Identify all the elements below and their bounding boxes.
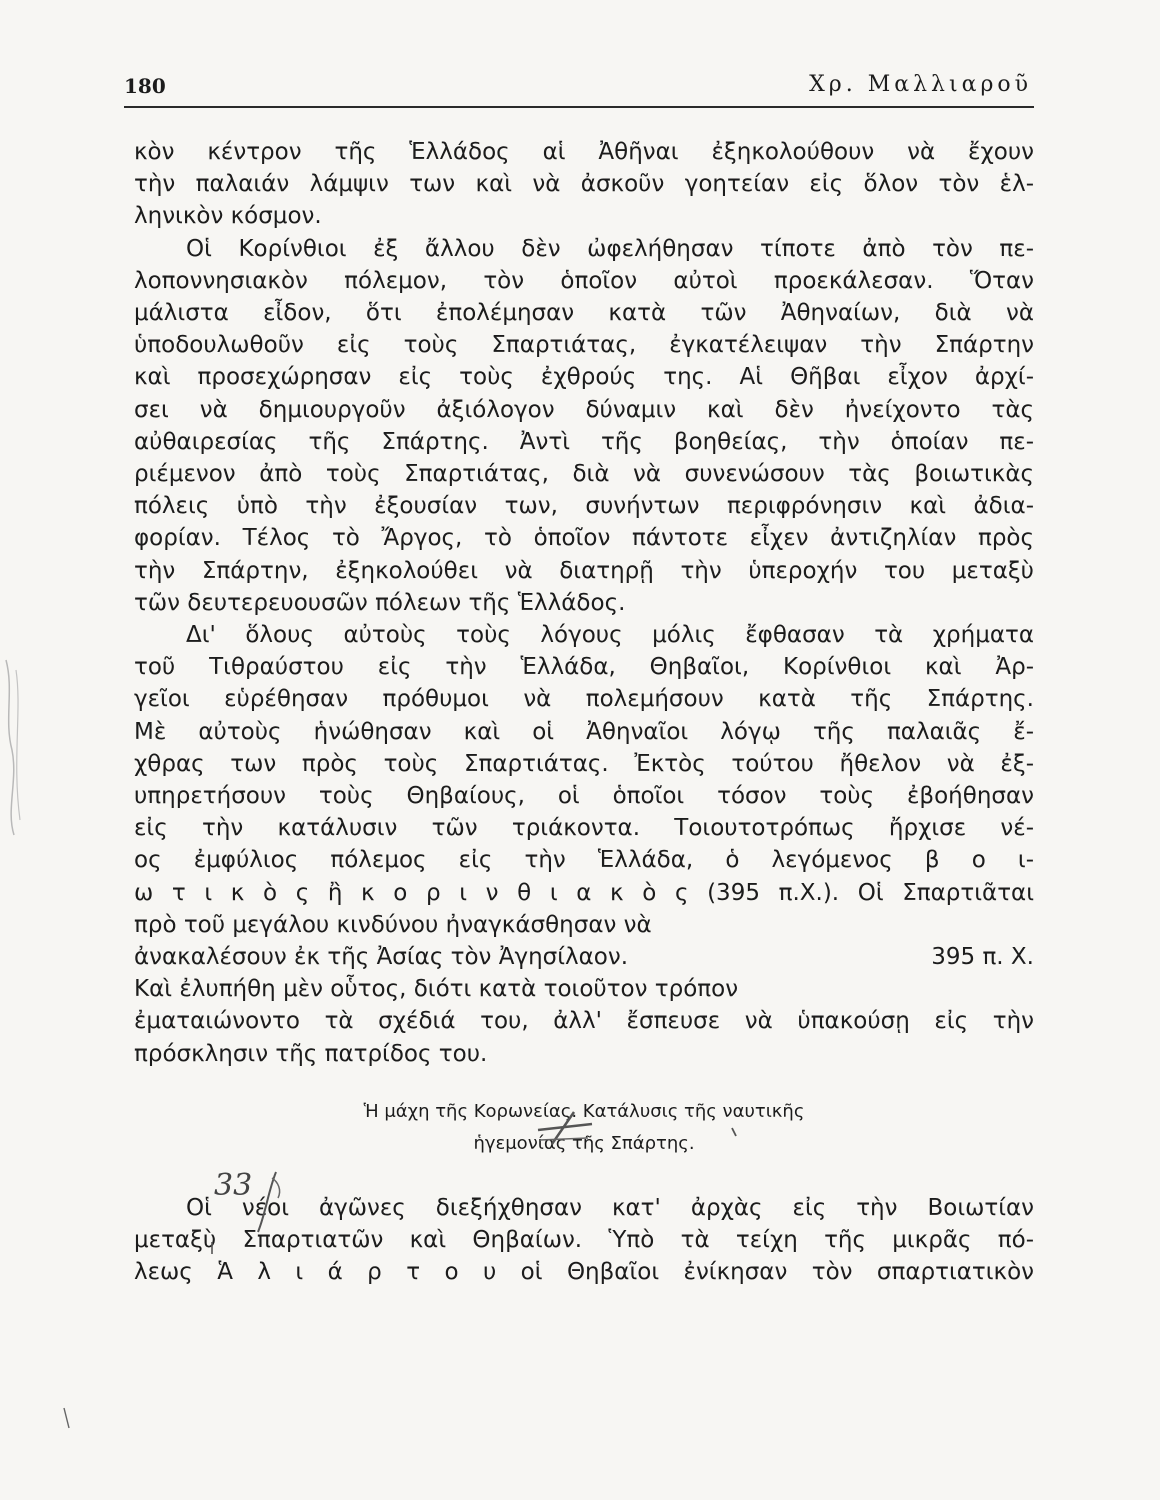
text-line: κὸν κέντρον τῆς Ἑλλάδος αἱ Ἀθῆναι ἐξηκολούθουν νὰ ἔχουν [134, 139, 1034, 165]
pencil-tick [728, 1124, 740, 1140]
text-line [134, 941, 1034, 973]
text-line: ὑποδουλωθοῦν εἰς τοὺς Σπαρτιάτας, ἐγκατέλειψαν τὴν Σπάρτην [134, 332, 1034, 359]
text-line: ος ἐμφύλιος πόλεμος εἰς τὴν Ἑλλάδα, ὁ λεγόμενος β ο ι- [134, 847, 1034, 874]
pencil-tick [60, 1406, 74, 1432]
pencil-bracket-mark [248, 1168, 288, 1238]
pencil-tick [206, 1240, 218, 1258]
text-line: τὴν παλαιάν λάμψιν των καὶ νὰ ἀσκοῦν γοητείαν εἰς ὅλον τὸν ἑλ- [134, 171, 1034, 198]
text-line: Οἱ Κορίνθιοι ἐξ ἄλλου δὲν ὠφελήθησαν τίποτε ἀπὸ τὸν πε- [186, 235, 1034, 262]
text-line: ριέμενον ἀπὸ τοὺς Σπαρτιάτας, διὰ νὰ συνενώσουν τὰς βοιωτικὰς [134, 461, 1034, 488]
text-line: Οἱ νέοι ἀγῶνες διεξήχθησαν κατ' ἀρχὰς εἰς τὴν Βοιωτίαν [186, 1194, 1034, 1221]
text-line: γεῖοι εὑρέθησαν πρόθυμοι νὰ πολεμήσουν κατὰ τῆς Σπάρτης. [134, 686, 1034, 713]
text-line: τοῦ Τιθραύστου εἰς τὴν Ἑλλάδα, Θηβαῖοι, Κορίνθιοι καὶ Ἀρ- [134, 654, 1034, 681]
text-line: μάλιστα εἶδον, ὅτι ἐπολέμησαν κατὰ τῶν Ἀθηναίων, διὰ νὰ [134, 300, 1034, 327]
pencil-cross-mark [530, 1108, 600, 1148]
page-header [124, 72, 1034, 108]
text-line: λοποννησιακὸν πόλεμον, τὸν ὁποῖον αὐτοὶ προεκάλεσαν. Ὅταν [134, 267, 1034, 294]
text-line: Καὶ ἐλυπήθη μὲν οὗτος, διότι κατὰ τοιοῦτον τρόπον [134, 976, 739, 1003]
text-line: πόλεις ὑπὸ τὴν ἐξουσίαν των, συνήντων περιφρόνησιν καὶ ἀδια- [134, 493, 1034, 520]
handwritten-section-number [214, 1168, 252, 1203]
text-segment: ἀνακαλέσουν ἐκ τῆς Ἀσίας τὸν Ἀγησίλαον. [134, 944, 629, 971]
text-line: αὐθαιρεσίας τῆς Σπάρτης. Ἀντὶ τῆς βοηθείας, τὴν ὁποίαν πε- [134, 428, 1034, 455]
text-line: ἐματαιώνοντο τὰ σχέδιά του, ἀλλ' ἔσπευσε νὰ ὑπακούσῃ εἰς τὴν [134, 1008, 1034, 1035]
text-line: ω τ ι κ ὸ ς ἢ κ ο ρ ι ν θ ι α κ ὸ ς (395 π.Χ.). Οἱ Σπαρτιᾶται [134, 879, 1034, 906]
text-line: τῶν δευτερευουσῶν πόλεων τῆς Ἑλλάδος. [134, 589, 626, 616]
text-line: μεταξὺ Σπαρτιατῶν καὶ Θηβαίων. Ὑπὸ τὰ τείχη τῆς μικρᾶς πό- [134, 1227, 1034, 1254]
text-line: λεως Ἁ λ ι ά ρ τ ο υ οἱ Θηβαῖοι ἐνίκησαν τὸν σπαρτιατικὸν [134, 1259, 1034, 1286]
handwritten-number: 33 [214, 1168, 253, 1203]
text-line: υπηρετήσουν τοὺς Θηβαίους, οἱ ὁποῖοι τόσον τοὺς ἐβοήθησαν [134, 783, 1034, 810]
running-head: Χρ. Μαλλιαροῦ [809, 72, 1032, 97]
text-line: τὴν Σπάρτην, ἐξηκολούθει νὰ διατηρῇ τὴν ὑπεροχήν του μεταξὺ [134, 557, 1034, 584]
text-line: ληνικὸν κόσμον. [134, 203, 322, 230]
text-line: πρὸ τοῦ μεγάλου κινδύνου ἠναγκάσθησαν νὰ [134, 911, 652, 938]
text-line: χθρας των πρὸς τοὺς Σπαρτιάτας. Ἐκτὸς τούτου ἤθελον νὰ ἐξ- [134, 750, 1034, 777]
page-number: 180 [124, 74, 166, 98]
margin-scribble [0, 650, 30, 840]
heading-line: Ἡ μάχη τῆς Κορωνείας. Κατάλυσις τῆς ναυτικῆς [363, 1100, 805, 1122]
heading-line: ἡγεμονίας τῆς Σπάρτης. [473, 1132, 695, 1154]
text-line: εἰς τὴν κατάλυσιν τῶν τριάκοντα. Τοιουτοτρόπως ἤρχισε νέ- [134, 815, 1034, 842]
text-line: φορίαν. Τέλος τὸ Ἄργος, τὸ ὁποῖον πάντοτε εἶχεν ἀντιζηλίαν πρὸς [134, 525, 1034, 552]
margin-date: 395 π. Χ. [931, 944, 1034, 971]
text-line: καὶ προσεχώρησαν εἰς τοὺς ἐχθρούς της. Αἱ Θῆβαι εἶχον ἀρχί- [134, 364, 1034, 391]
text-line: σει νὰ δημιουργοῦν ἀξιόλογον δύναμιν καὶ δὲν ἠνείχοντο τὰς [134, 396, 1034, 423]
text-line: Δι' ὅλους αὐτοὺς τοὺς λόγους μόλις ἔφθασαν τὰ χρήματα [186, 622, 1034, 649]
text-line: πρόσκλησιν τῆς πατρίδος του. [134, 1040, 488, 1067]
text-line: Μὲ αὐτοὺς ἡνώθησαν καὶ οἱ Ἀθηναῖοι λόγῳ τῆς παλαιᾶς ἔ- [134, 718, 1034, 745]
